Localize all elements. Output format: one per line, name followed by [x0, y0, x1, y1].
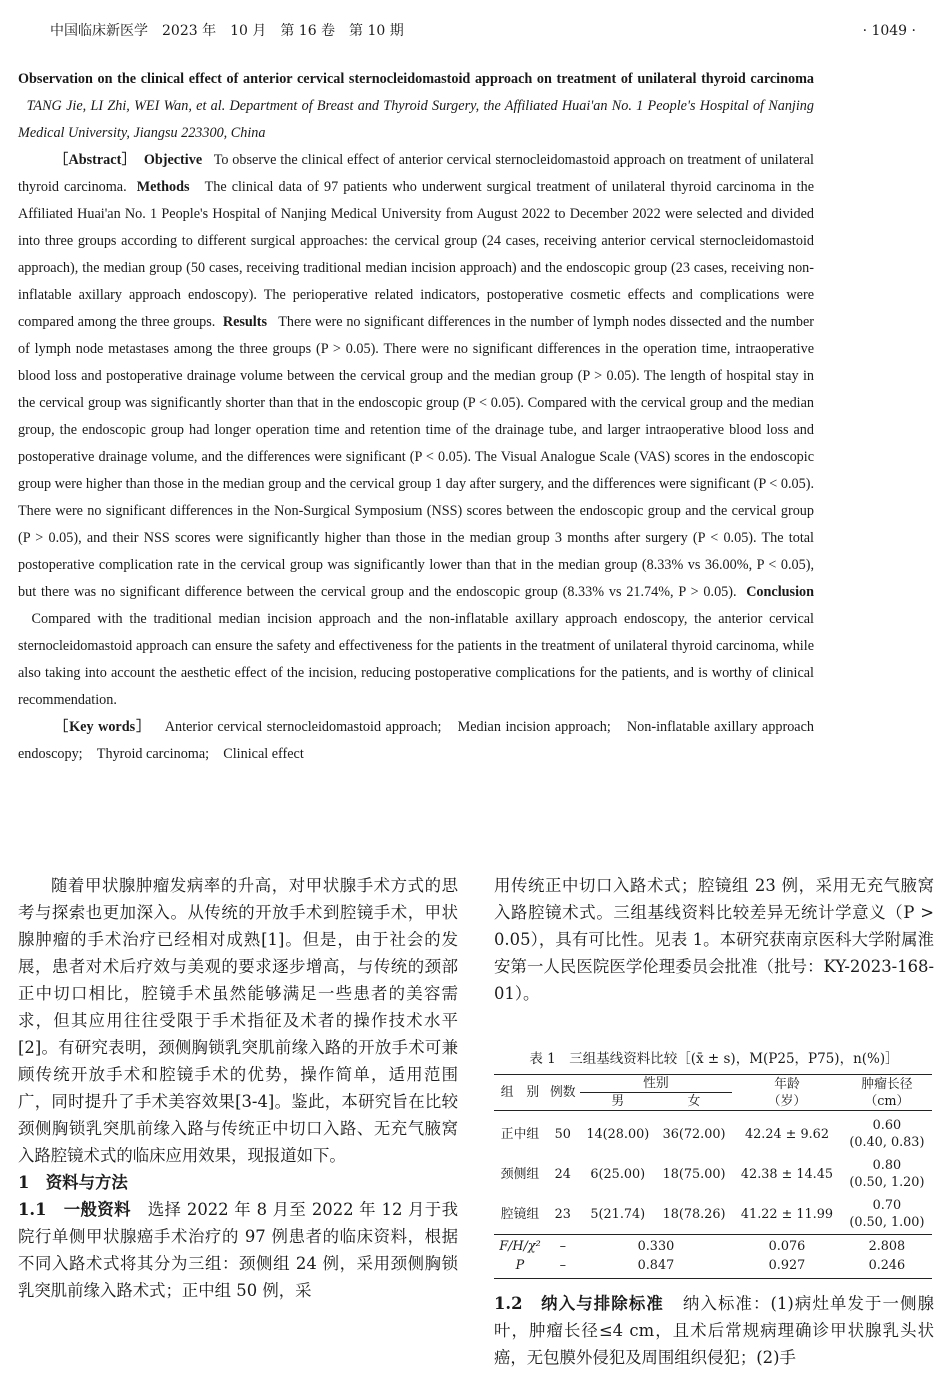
conclusion-label: Conclusion — [746, 584, 814, 600]
cell-tumor-iqr: (0.50, 1.00) — [849, 1215, 925, 1230]
col-group: 组 别 — [494, 1075, 546, 1111]
table-1 — [494, 1074, 932, 1279]
english-title: Observation on the clinical effect of anterior cervical sternocleidomastoid approach on treatment of unilateral thyroid carcinoma — [18, 71, 814, 87]
col-tumor-label: 肿瘤长径 — [861, 1076, 913, 1092]
english-abstract — [18, 66, 814, 768]
cell-sex-stat: 0.330 — [637, 1239, 675, 1254]
cell-male: 14(28.00) — [586, 1126, 650, 1142]
stat-row — [494, 1235, 932, 1256]
col-age-label: 年龄 — [774, 1076, 800, 1092]
cell-female: 18(75.00) — [662, 1166, 726, 1182]
intro-paragraph: 随着甲状腺肿瘤发病率的升高，对甲状腺手术方式的思考与探索也更加深入。从传统的开放手术到腔镜手术，甲状腺肿瘤的手术治疗已经相对成熟[1]。但是，由于社会的发展，患者对术后疗效与美观的要求逐步增高，与传统的颈部正中切口相比，腔镜手术虽然能够满足一些患者的美容需求，但其应用往往受限于手术指征及术者的操作技术水平[2]。有研究表明，颈侧胸锁乳突肌前缘入路的开放手术可兼顾传统开放手术和腔镜手术的优势，操作简单，适用范围广，同时提升了手术美容效果[3-4]。鉴此，本研究旨在比较颈侧胸锁乳突肌前缘入路与传统正中切口入路、无充气腋窝入路腔镜术式的临床应用效果，现报道如下。 — [18, 876, 458, 1165]
page-number: · 1049 · — [862, 23, 916, 39]
cell-tumor-median: 0.70 — [872, 1198, 902, 1213]
cell-n: 24 — [554, 1166, 571, 1182]
methods-text: The clinical data of 97 patients who underwent surgical treatment of unilateral thyroid carcinoma in the Affiliated Huai'an No. 1 People's Hospital of Nanjing Medical University from August 2022 to December 2022 were selected and divided into three groups according to different surgical approaches: the cervical group (24 cases, receiving anterior cervical sternocleidomastoid approach), the median group (50 cases, receiving traditional median incision approach) and the endoscopic group (23 cases, receiving non-inflatable axillary approach endoscopy). The perioperative related indicators, postoperative cosmetic effects and complications were compared among the three groups. — [18, 179, 814, 330]
cell-tumor — [842, 1191, 932, 1235]
objective-text: To observe the clinical effect of anterior cervical sternocleidomastoid approach on treatment of unilateral thyroid carcinoma. — [18, 152, 815, 195]
results-text: There were no significant differences in the number of lymph nodes dissected and the number of lymph node metastases among the three groups (P > 0.05). There were no significant differences in the operation time, intraoperative blood loss and postoperative drainage volume between the cervical group and the median group (P > 0.05). The length of hospital stay in the cervical group was significantly shorter than that in the endoscopic group (P < 0.05). Compared with the cervical group and the median group, the endoscopic group had longer operation time and retention time of the drainage tube, and larger intraoperative blood loss and postoperative drainage volume, and the differences were significant (P < 0.05). The Visual Analogue Scale (VAS) scores in the endoscopic group were higher than those in the median group and the cervical group 1 day after surgery, and the differences were significant (P < 0.05). There were no significant differences in the Non-Surgical Symposium (NSS) scores between the endoscopic group and the cervical group (P > 0.05), and their NSS scores were significantly higher than those in the median group 3 months after surgery (P < 0.05). The total postoperative complication rate in the cervical group was significantly lower than that in the median group (8.33% vs 36.00%, P < 0.05), but there was no significant difference between the cervical group and the endoscopic group (8.33% vs 21.74%, P > 0.05). — [18, 314, 815, 600]
keywords-text: Anterior cervical sternocleidomastoid approach; Median incision approach; Non-inflatable axillary approach endoscopy; Thyroid carcinoma; Clinical effect — [18, 719, 814, 762]
col-sex: 性别 — [580, 1075, 733, 1093]
cell-tumor-median: 0.80 — [872, 1158, 902, 1173]
cell-male: 5(21.74) — [590, 1206, 646, 1222]
journal-info: 中国临床新医学 2023 年 10 月 第 16 卷 第 10 期 — [50, 23, 404, 39]
cell-tumor — [842, 1151, 932, 1191]
section-1-2 — [494, 1290, 934, 1371]
authors-affiliation: TANG Jie, LI Zhi, WEI Wan, et al. Department of Breast and Thyroid Surgery, the Affiliated Huai'an No. 1 People's Hospital of Nanjing Medical University, Jiangsu 223300, China — [18, 98, 814, 141]
cell-n: 23 — [554, 1206, 571, 1222]
table-row — [494, 1111, 932, 1152]
cell-n: – — [559, 1258, 566, 1273]
section-1-2-heading: 1.2 纳入与排除标准 — [494, 1294, 664, 1313]
cell-group: 腔镜组 — [500, 1206, 540, 1222]
section-1-heading: 1 资料与方法 — [18, 1173, 128, 1192]
section-1-2-text: 纳入标准：(1)病灶单发于一侧腺叶，肿瘤长径≤4 cm，且术后常规病理确诊甲状腺乳头状癌，无包膜外侵犯及周围组织侵犯；(2)手 — [494, 1294, 934, 1367]
cell-stat-label: F/H/χ² — [499, 1239, 541, 1254]
cell-age: 42.38 ± 14.45 — [740, 1166, 834, 1182]
cell-group: 正中组 — [500, 1126, 540, 1142]
cell-age: 41.22 ± 11.99 — [740, 1206, 834, 1222]
cell-male: 6(25.00) — [590, 1166, 646, 1182]
section-1-1-continued: 用传统正中切口入路术式；腔镜组 23 例，采用无充气腋窝入路腔镜术式。三组基线资料比较差异无统计学意义（P > 0.05），具有可比性。见表 1。本研究获南京医科大学附属淮安第一人民医院医学伦理委员会批准（批号：KY-2023-168-01）。 — [494, 876, 934, 1003]
table-1-title: 表 1 三组基线资料比较［(x̄ ± s)，M(P25，P75)，n(%)］ — [529, 1051, 899, 1067]
cell-age-stat: 0.927 — [768, 1258, 806, 1273]
table-row — [494, 1151, 932, 1191]
methods-label: Methods — [136, 179, 190, 195]
running-header — [50, 20, 916, 42]
cell-female: 18(78.26) — [662, 1206, 726, 1222]
col-tumor-unit: （cm） — [864, 1093, 910, 1109]
cell-group: 颈侧组 — [500, 1166, 540, 1182]
cell-age-stat: 0.076 — [768, 1239, 806, 1254]
cell-tumor-iqr: (0.40, 0.83) — [849, 1135, 925, 1150]
table-row — [494, 1191, 932, 1235]
cell-n: 50 — [554, 1126, 571, 1142]
keywords-label: ［Key words］ — [54, 719, 152, 735]
col-tumor — [842, 1075, 932, 1111]
abstract-label: ［Abstract］ — [54, 152, 137, 168]
conclusion-text: Compared with the traditional median incision approach and the non-inflatable axillary approach endoscopy, the anterior cervical sternocleidomastoid approach can ensure the safety and effectiveness for the patients in the treatment of unilateral thyroid carcinoma, while also taking into account the aesthetic effect of the incision, reducing postoperative complications for the patients, and is worthy of clinical recommendation. — [18, 611, 814, 708]
chinese-right-column — [494, 872, 934, 1007]
section-1-1-text: 选择 2022 年 8 月至 2022 年 12 月于我院行单侧甲状腺癌手术治疗的 97 例患者的临床资料，根据不同入路术式将其分为三组：颈侧组 24 例，采用颈侧胸锁乳突肌前缘入路术式；正中组 50 例，采 — [18, 1200, 458, 1300]
cell-tumor-iqr: (0.50, 1.20) — [849, 1175, 925, 1190]
cell-tumor-stat: 0.246 — [868, 1258, 906, 1273]
stat-row — [494, 1255, 932, 1279]
cell-stat-label: P — [515, 1258, 525, 1273]
chinese-left-column — [18, 872, 458, 1304]
results-label: Results — [222, 314, 267, 330]
col-n: 例数 — [546, 1075, 580, 1111]
cell-age: 42.24 ± 9.62 — [744, 1126, 829, 1142]
section-1-1-heading: 1.1 一般资料 — [18, 1200, 131, 1219]
cell-tumor — [842, 1111, 932, 1152]
objective-label: Objective — [143, 152, 203, 168]
col-age-unit: （岁） — [767, 1093, 807, 1109]
cell-tumor-stat: 2.808 — [868, 1239, 906, 1254]
cell-n: – — [559, 1239, 566, 1254]
cell-female: 36(72.00) — [662, 1126, 726, 1142]
col-age — [732, 1075, 842, 1111]
cell-sex-stat: 0.847 — [637, 1258, 675, 1273]
cell-tumor-median: 0.60 — [872, 1118, 902, 1133]
col-female: 女 — [656, 1093, 732, 1111]
col-male: 男 — [580, 1093, 656, 1111]
